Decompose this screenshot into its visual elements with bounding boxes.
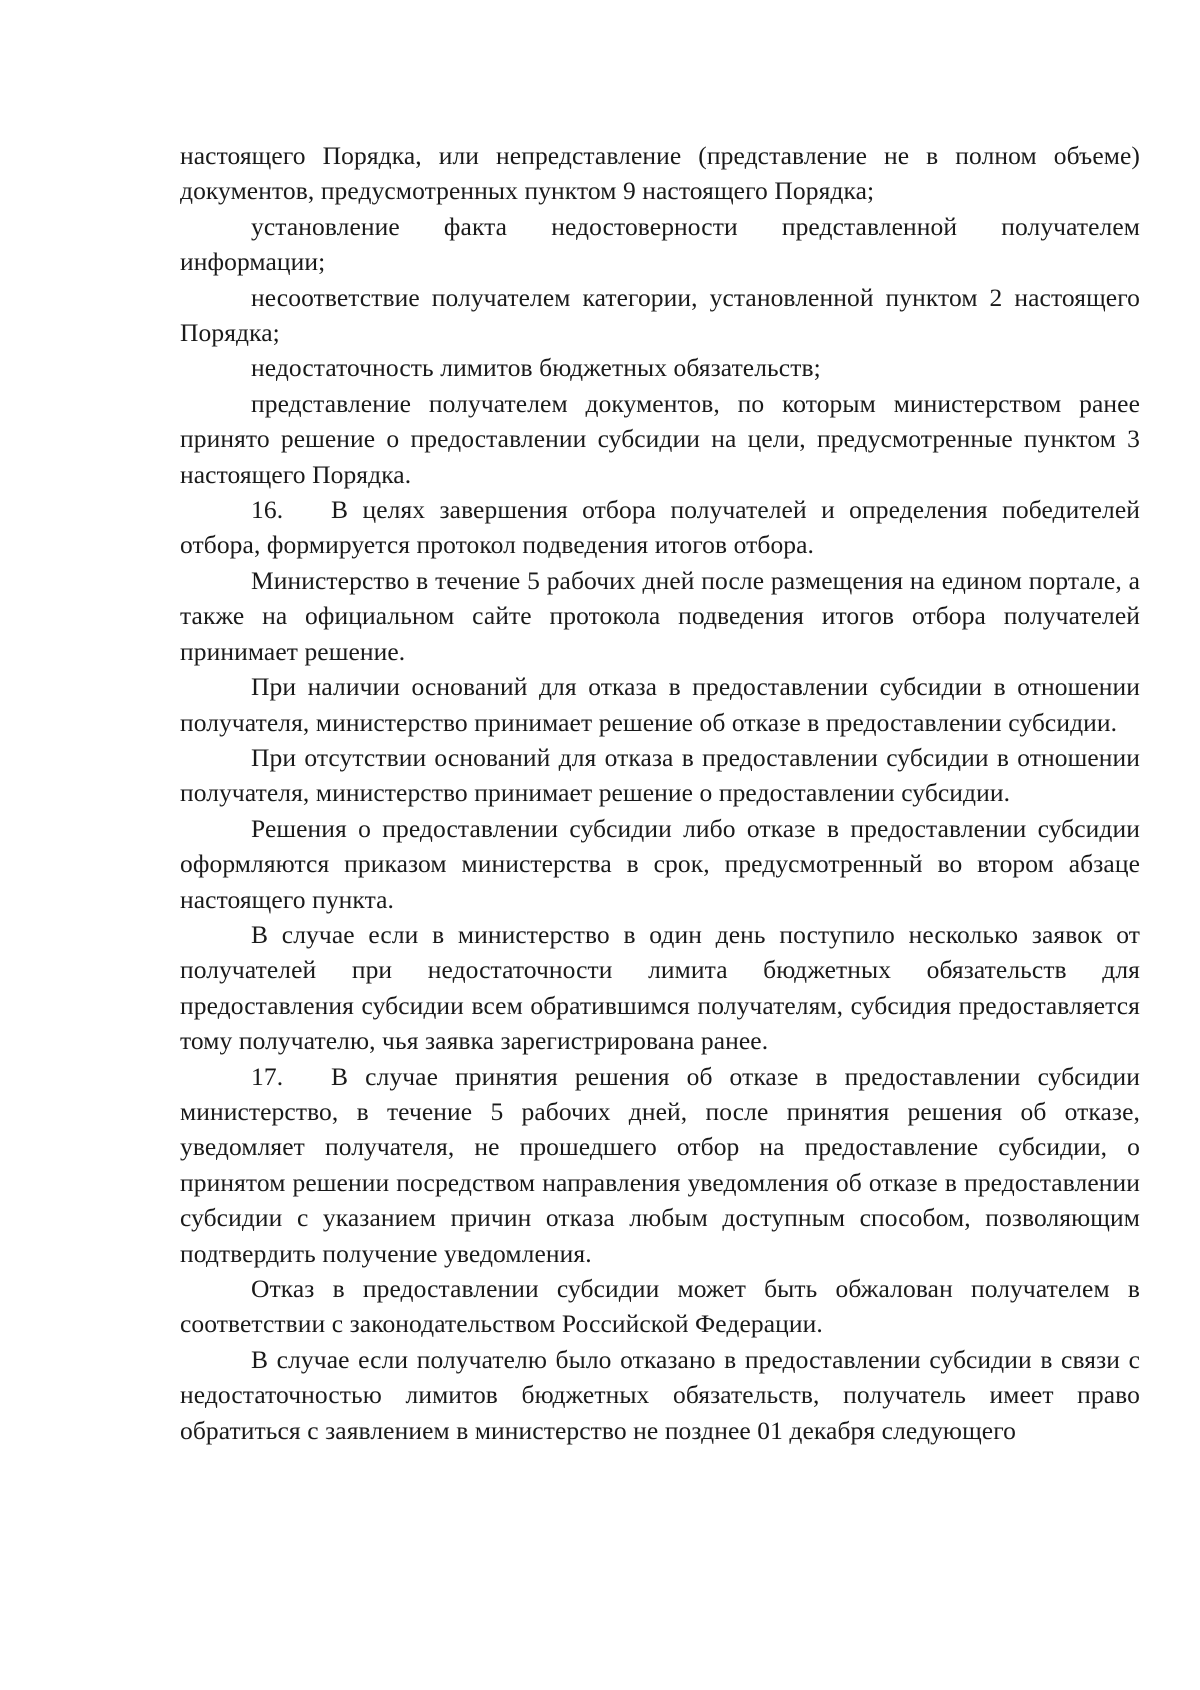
paragraph-fact-unreliability: установление факта недостоверности представленной получателем информации;	[180, 211, 1140, 277]
paragraph-item-16	[180, 492, 1140, 563]
paragraph-item-17	[180, 1059, 1140, 1271]
item-number-16: 16.	[251, 495, 284, 525]
paragraph-limits-refusal: В случае если получателю было отказано в предоставлении субсидии в связи с недостаточностью лимитов бюджетных обязательств, получатель имеет право обратиться с заявлением в министерство не позднее 01 декабря следующего	[180, 1344, 1140, 1445]
paragraph-grounds-refusal: При наличии оснований для отказа в предоставлении субсидии в отношении получателя, министерство принимает решение об отказе в предоставлении субсидии.	[180, 672, 1140, 737]
paragraph-no-grounds: При отсутствии оснований для отказа в предоставлении субсидии в отношении получателя, министерство принимает решение о предоставлении субсидии.	[180, 742, 1140, 808]
paragraph-order-decisions: Решения о предоставлении субсидии либо отказе в предоставлении субсидии оформляются приказом министерства в срок, предусмотренный во втором абзаце настоящего пункта.	[180, 813, 1140, 914]
item-16-text: В целях завершения отбора получателей и определения победителей отбора, формируется протокол подведения итогов отбора.	[180, 495, 1140, 560]
paragraph-duplicate-documents: представление получателем документов, по которым министерством ранее принято решение о предоставлении субсидии на цели, предусмотренные пунктом 3 настоящего Порядка.	[180, 388, 1140, 489]
paragraph-ministry-decision: Министерство в течение 5 рабочих дней после размещения на едином портале, а также на официальном сайте протокола подведения итогов отбора получателей принимает решение.	[180, 565, 1140, 666]
item-17-text: В случае принятия решения об отказе в предоставлении субсидии министерство, в течение 5 рабочих дней, после принятия решения об отказе, уведомляет получателя, не прошедшего отбор на предоставление субсидии, о принятом решении посредством направления уведомления об отказе в предоставлении субсидии с указанием причин отказа любым доступным способом, позволяющим подтвердить получение уведомления.	[180, 1061, 1140, 1268]
paragraph-limits-insufficiency: недостаточность лимитов бюджетных обязательств;	[251, 353, 821, 383]
paragraph-multiple-applications: В случае если в министерство в один день поступило несколько заявок от получателей при недостаточности лимита бюджетных обязательств для предоставления субсидии всем обратившимся получателям, субсидия предоставляется тому получателю, чья заявка зарегистрирована ранее.	[180, 919, 1140, 1056]
document-body	[180, 138, 1140, 1448]
paragraph-appeal: Отказ в предоставлении субсидии может быть обжалован получателем в соответствии с законодательством Российской Федерации.	[180, 1274, 1140, 1339]
item-number-17: 17.	[251, 1061, 284, 1091]
paragraph-category-mismatch: несоответствие получателем категории, установленной пунктом 2 настоящего Порядка;	[180, 282, 1140, 348]
paragraph-continuation: настоящего Порядка, или непредставление (представление не в полном объеме) документов, предусмотренных пунктом 9 настоящего Порядка;	[180, 141, 1140, 206]
